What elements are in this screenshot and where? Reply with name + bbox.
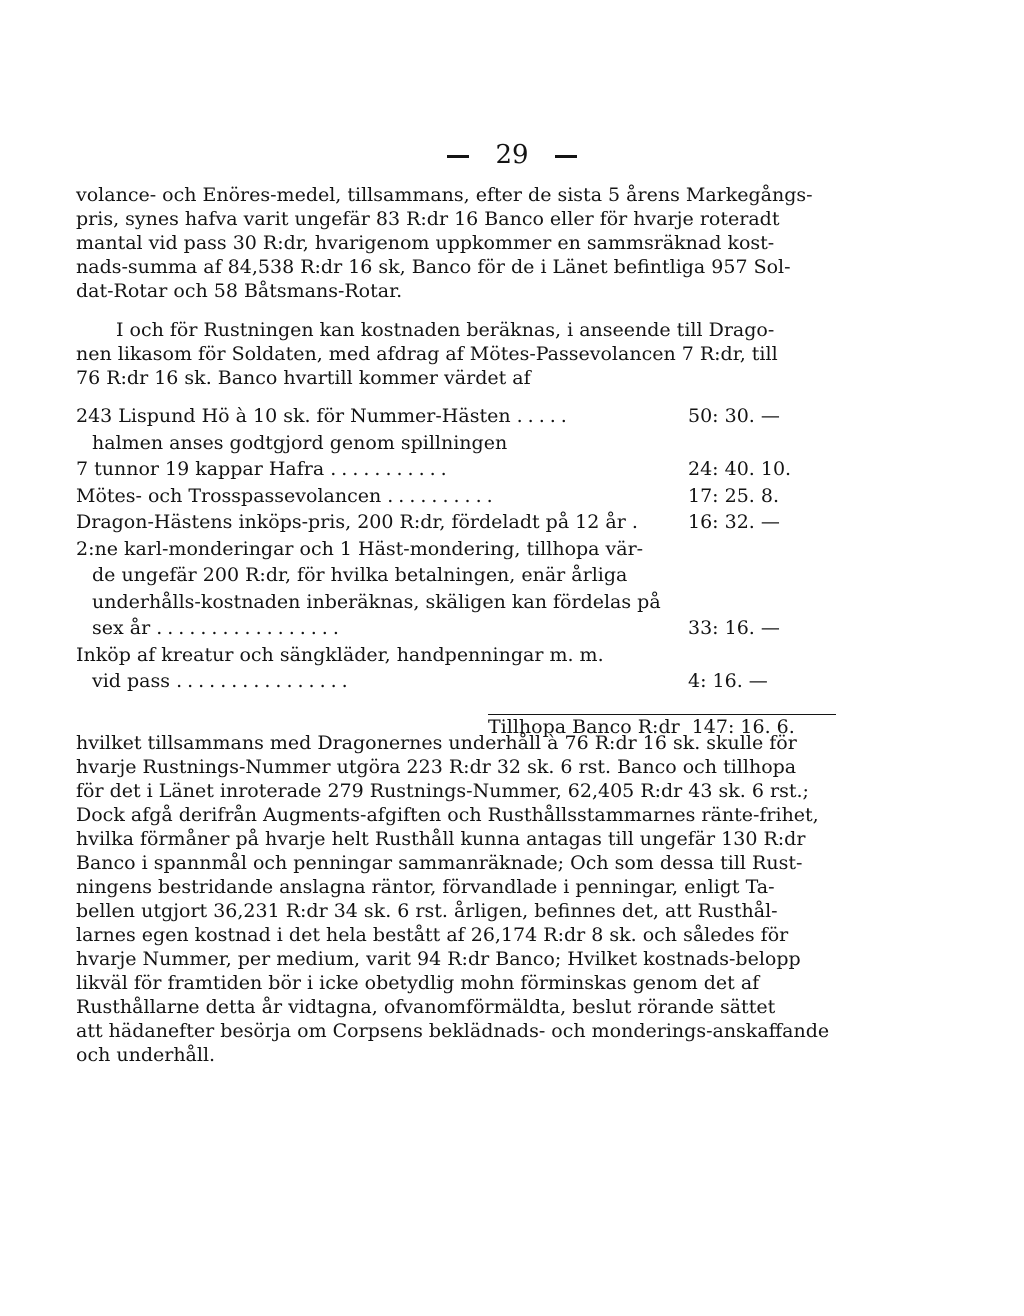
item-amount: 17: 25. 8. <box>688 484 780 507</box>
item-label-text: underhålls-kostnaden inberäknas, skäligen kan fördelas på <box>92 590 661 613</box>
item-leader: ........... <box>330 458 452 480</box>
total-label: Tillhopa Banco R:dr <box>488 716 680 738</box>
cost-item <box>76 509 866 536</box>
item-leader: ................. <box>156 617 344 639</box>
item-label <box>76 456 668 483</box>
text-line: att hädanefter besörja om Corpsens beklädnads- och monderings-anskaffande <box>76 1020 830 1042</box>
item-label <box>76 615 668 642</box>
text-line: bellen utgjort 36,231 R:dr 34 sk. 6 rst. årligen, befinnes det, att Rusthål- <box>76 900 778 922</box>
item-label-text: 7 tunnor 19 kappar Hafra <box>76 458 325 480</box>
cost-items <box>76 403 866 695</box>
cost-item <box>76 456 866 483</box>
item-label <box>76 509 668 536</box>
text-line: hvilka förmåner på hvarje helt Rusthåll kunna antagas till ungefär 130 R:dr <box>76 828 806 850</box>
item-label <box>76 536 668 563</box>
page-number-text: 29 <box>495 140 529 170</box>
cost-item <box>76 403 866 430</box>
text-line: för det i Länet inroterade 279 Rustnings-Nummer, 62,405 R:dr 43 sk. 6 rst.; <box>76 780 809 802</box>
text-line: pris, synes hafva varit ungefär 83 R:dr 16 Banco eller för hvarje roteradt <box>76 208 780 230</box>
paragraph-3 <box>76 731 866 1067</box>
cost-item <box>76 589 866 616</box>
item-leader: .......... <box>387 484 498 507</box>
cost-item <box>76 615 866 642</box>
text-line: hvilket tillsammans med Dragonernes underhåll à 76 R:dr 16 sk. skulle för <box>76 732 797 754</box>
cost-item <box>76 668 866 695</box>
text-line: mantal vid pass 30 R:dr, hvarigenom uppkommer en sammsräknad kost- <box>76 232 775 254</box>
paragraph-1 <box>76 183 866 303</box>
item-amount: 24: 40. 10. <box>688 458 792 480</box>
item-label <box>76 642 668 669</box>
item-label-text: de ungefär 200 R:dr, för hvilka betalningen, enär årliga <box>92 564 628 586</box>
item-label-text: Inköp af kreatur och sängkläder, handpenningar m. m. <box>76 643 604 666</box>
right-dash <box>555 155 577 158</box>
text-line: Rusthållarne detta år vidtagna, ofvanomförmäldta, beslut rörande sättet <box>76 996 776 1018</box>
item-label <box>76 483 668 510</box>
cost-item <box>76 562 866 589</box>
item-leader: . <box>631 511 643 533</box>
item-label <box>76 403 668 430</box>
item-label <box>76 668 668 695</box>
item-amount: 50: 30. — <box>688 405 780 427</box>
item-label-text: vid pass <box>92 670 171 692</box>
item-label-text: 2:ne karl-monderingar och 1 Häst-mondering, tillhopa vär- <box>76 537 644 560</box>
item-leader: ................ <box>176 670 353 692</box>
item-label-text: Mötes- och Trosspassevolancen <box>76 484 382 507</box>
text-line: och underhåll. <box>76 1044 216 1066</box>
text-line: nen likasom för Soldaten, med afdrag af Mötes-Passevolancen 7 R:dr, till <box>76 343 778 365</box>
text-line: I och för Rustningen kan kostnaden beräknas, i anseende till Drago- <box>116 319 775 341</box>
item-amount: 33: 16. — <box>688 617 780 639</box>
item-label <box>76 430 668 457</box>
text-line: volance- och Enöres-medel, tillsammans, efter de sista 5 årens Markegångs- <box>76 184 813 206</box>
page-number <box>0 140 1024 170</box>
item-label-text: halmen anses godtgjord genom spillningen <box>92 431 508 454</box>
item-label <box>76 562 668 589</box>
text-line: hvarje Nummer, per medium, varit 94 R:dr Banco; Hvilket kostnads-belopp <box>76 948 801 970</box>
item-leader: ..... <box>516 405 572 427</box>
text-line: nads-summa af 84,538 R:dr 16 sk, Banco för de i Länet befintliga 957 Sol- <box>76 256 791 278</box>
text-line: 76 R:dr 16 sk. Banco hvartill kommer värdet af <box>76 367 531 389</box>
text-line: Banco i spannmål och penningar sammanräknade; Och som dessa till Rust- <box>76 852 803 874</box>
item-amount: 4: 16. — <box>688 670 768 692</box>
item-label-text: Dragon-Hästens inköps-pris, 200 R:dr, fördeladt på 12 år <box>76 511 626 533</box>
paragraph-2 <box>76 318 866 390</box>
cost-item <box>76 430 866 457</box>
cost-item <box>76 483 866 510</box>
text-line: likväl för framtiden bör i icke obetydlig mohn förminskas genom det af <box>76 972 760 994</box>
left-dash <box>447 155 469 158</box>
item-amount: 16: 32. — <box>688 511 780 533</box>
total-amount: 147: 16. 6. <box>691 716 795 738</box>
cost-item <box>76 642 866 669</box>
cost-item <box>76 536 866 563</box>
text-line: ningens bestridande anslagna räntor, förvandlade i penningar, enligt Ta- <box>76 876 775 898</box>
item-label-text: sex år <box>92 617 151 639</box>
text-line: hvarje Rustnings-Nummer utgöra 223 R:dr 32 sk. 6 rst. Banco och tillhopa <box>76 756 797 778</box>
text-line: Dock afgå derifrån Augments-afgiften och Rusthållsstammarnes ränte-frihet, <box>76 804 819 826</box>
item-label-text: 243 Lispund Hö à 10 sk. för Nummer-Hästen <box>76 405 511 427</box>
text-line: dat-Rotar och 58 Båtsmans-Rotar. <box>76 280 403 302</box>
text-line: larnes egen kostnad i det hela bestått af 26,174 R:dr 8 sk. och således för <box>76 924 789 946</box>
item-label <box>76 589 668 616</box>
